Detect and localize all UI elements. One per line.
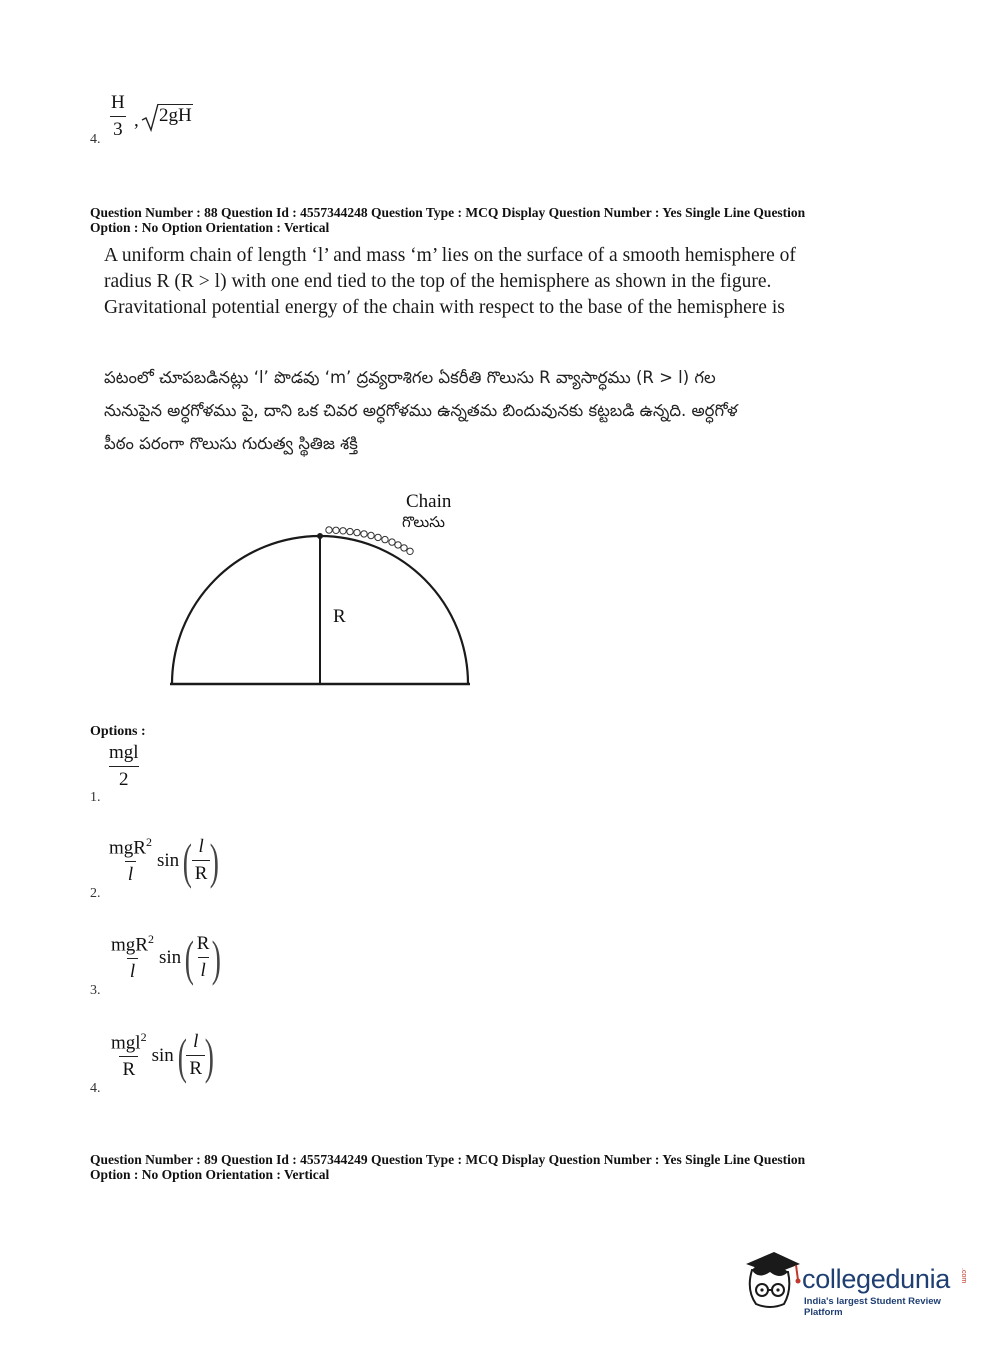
logo-tagline: India's largest Student Review Platform [804, 1296, 941, 1318]
root-expression: 2gH [159, 105, 192, 126]
option-fraction: $\frac{mgl^2}{R}$ [111, 1030, 147, 1081]
left-paren: ( [184, 929, 195, 986]
hemisphere-figure [160, 485, 480, 695]
question-line: radius R (R > l) with one end tied to the top of the hemisphere as shown in the figure. [104, 271, 772, 292]
top-point [317, 533, 323, 539]
logo-wordmark: collegedunia [802, 1264, 951, 1294]
option-number: 1. [90, 790, 101, 805]
option-3[interactable] [90, 929, 310, 1002]
prev-option-4 [90, 92, 250, 152]
right-paren: ) [204, 1027, 215, 1084]
chain-links [326, 527, 413, 555]
right-paren: ) [212, 929, 222, 986]
option-fraction: $\frac{mgR^2}{l}$ [111, 932, 154, 983]
option-expression [108, 929, 225, 986]
sin-function: sin [158, 946, 182, 968]
option-expression [108, 1027, 218, 1084]
right-paren: ) [210, 832, 220, 889]
question-line: పీఠం పరంగా గొలుసు గురుత్వ స్థితిజ శక్తి [104, 434, 358, 453]
sin-function: sin [156, 849, 180, 871]
question-89-meta: Question Number : 89 Question Id : 4557344249 Question Type : MCQ Display Question Number : Yes Single Line Question Option : No Option Orientation : Vertical [90, 1152, 806, 1182]
question-88-meta: Question Number : 88 Question Id : 4557344248 Question Type : MCQ Display Question Number : Yes Single Line Question Option : No Option Orientation : Vertical [90, 205, 806, 235]
option-2[interactable] [90, 832, 310, 905]
sin-argument: $\frac{l}{R}$ [186, 1031, 205, 1080]
question-line: నునుపైన అర్ధగోళము పై, దాని ఒక చివర అర్ధగోళము ఉన్నతమ బిందువునకు కట్టబడి ఉన్నది. అర్ధగోళ [104, 401, 738, 420]
radius-label: R [333, 606, 346, 627]
left-paren: ( [177, 1027, 187, 1084]
logo-suffix: .com [960, 1268, 967, 1284]
option-4[interactable] [90, 1027, 310, 1100]
option-expression [106, 832, 223, 889]
sin-argument: $\frac{R}{l}$ [196, 933, 210, 982]
question-telugu-text [104, 361, 904, 460]
collegedunia-logo[interactable] [740, 1250, 980, 1318]
chain-label: Chain [406, 491, 452, 512]
option-number: 4. [90, 132, 101, 147]
question-english-text [104, 243, 904, 321]
sin-function: sin [151, 1044, 174, 1066]
separator: , [134, 110, 139, 131]
question-line: A uniform chain of length ‘l’ and mass ‘m’ lies on the surface of a smooth hemisphere of [104, 245, 796, 266]
option-fraction: $\frac{mgR^2}{l}$ [109, 835, 152, 886]
options-label: Options : [90, 724, 146, 739]
question-line: పటంలో చూపబడినట్లు ‘l’ పొడవు ‘m’ ద్రవ్యరాశిగల ఏకరీతి గొలుసు R వ్యాసార్ధము (R > l) గల [104, 368, 716, 387]
chain-label-telugu: గొలుసు [402, 513, 445, 531]
sin-argument: $\frac{l}{R}$ [192, 836, 211, 885]
sqrt-icon [140, 102, 160, 132]
option-number: 3. [90, 983, 101, 998]
option-number: 2. [90, 886, 101, 901]
fraction: $\frac{H}{3}$ [111, 92, 125, 140]
mascot-icon [740, 1250, 802, 1310]
option-fraction: mgl 2 [109, 742, 139, 790]
option-number: 4. [90, 1081, 101, 1096]
question-line: Gravitational potential energy of the chain with respect to the base of the hemisphere is [104, 297, 785, 318]
left-paren: ( [182, 832, 193, 889]
option-1[interactable] [90, 740, 290, 806]
